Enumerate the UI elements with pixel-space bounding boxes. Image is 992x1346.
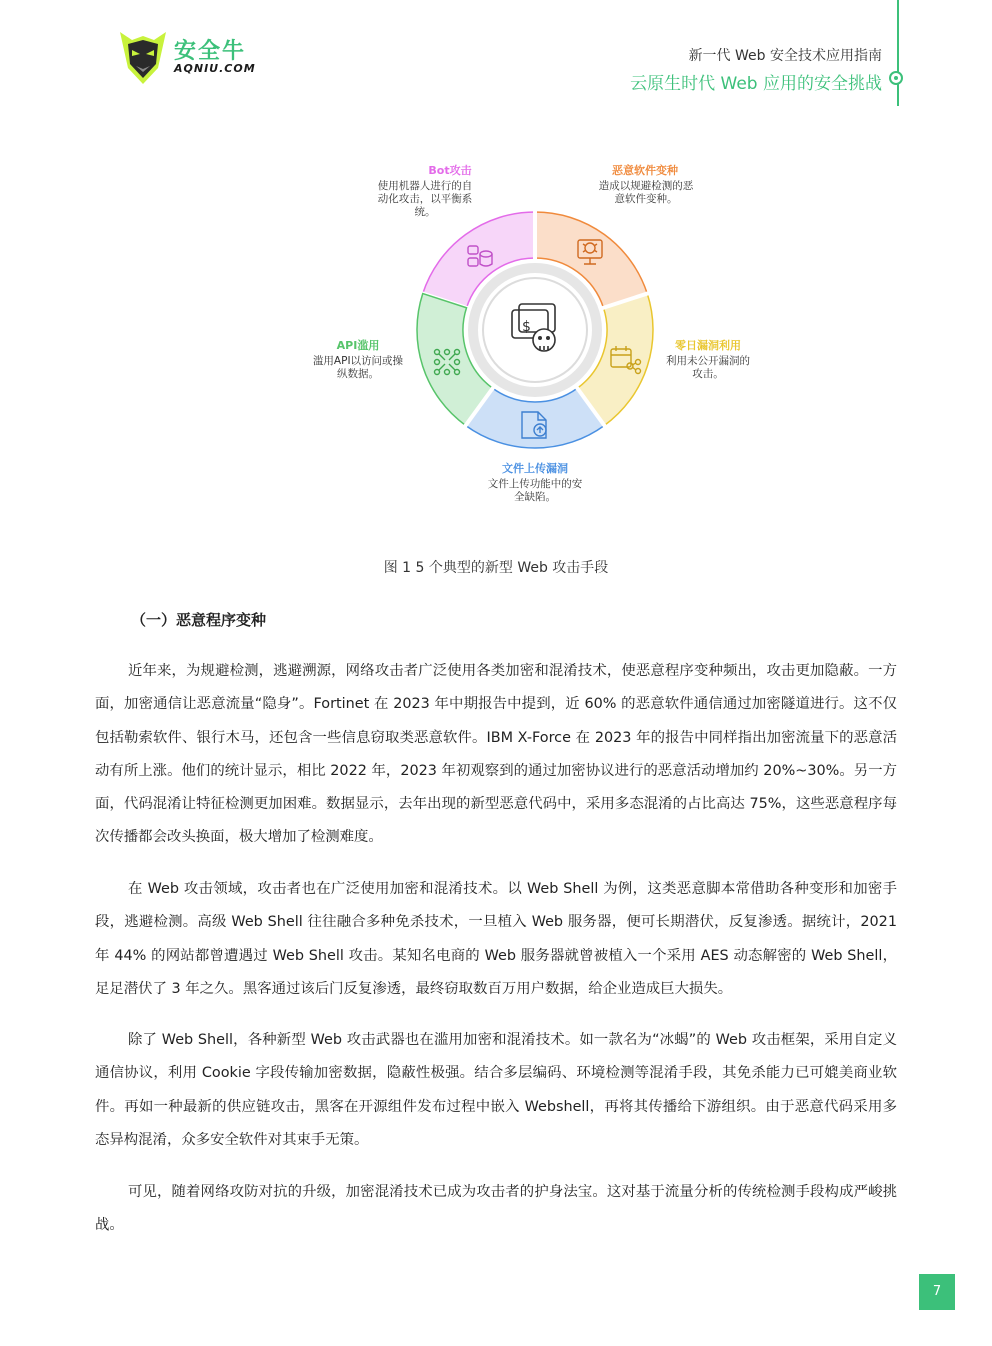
label-malware: 恶意软件变种 <box>612 164 678 177</box>
header-dot-icon <box>889 71 903 85</box>
desc-malware: 造成以规避检测的恶意软件变种。 <box>598 180 694 205</box>
header-subtitle: 新一代 Web 安全技术应用指南 <box>688 48 882 64</box>
label-zeroday: 零日漏洞利用 <box>675 339 741 352</box>
paragraph-3: 除了 Web Shell，各种新型 Web 攻击武器也在滥用加密和混淆技术。如一款名为“冰蝎”的 Web 攻击框架，采用自定义通信协议，利用 Cookie 字段传输加密数据，隐蔽性极强。结合多层编码、环境检测等混淆手段，其免杀能力已可媲美商业软件。再如一种最新的供应链攻击，黑客在开源组件发布过程中嵌入 Webshell，再将其传播给下游组织。由于恶意代码采用多态异构混淆，众多安全软件对其束手无策。 <box>95 1032 897 1148</box>
label-upload: 文件上传漏洞 <box>502 462 568 475</box>
header-divider <box>897 0 899 106</box>
label-bot: Bot攻击 <box>428 164 472 177</box>
paragraph-1: 近年来，为规避检测，逃避溯源，网络攻击者广泛使用各类加密和混淆技术，使恶意程序变种频出，攻击更加隐蔽。一方面，加密通信让恶意流量“隐身”。Fortinet 在 2023 年中期报告中提到，近 60% 的恶意软件通信通过加密隧道进行。这不仅包括勒索软件、银行木马，还包含一些信息窃取类恶意软件。IBM X-Force 在 2023 年的报告中同样指出加密流量下的恶意活动有所上涨。他们的统计显示，相比 2022 年，2023 年初观察到的通过加密协议进行的恶意活动增加约 20%~30%。另一方面，代码混淆让特征检测更加困难。数据显示，去年出现的新型恶意代码中，采用多态混淆的占比高达 75%，这些恶意程序每次传播都会改头换面，极大增加了检测难度。 <box>95 663 897 846</box>
section-title: （一）恶意程序变种 <box>131 611 267 629</box>
logo-text: 安全牛 <box>174 39 247 64</box>
desc-bot: 使用机器人进行的自动化攻击，以平衡系统。 <box>377 180 473 218</box>
logo <box>118 28 256 86</box>
logo-domain: AQNIU.COM <box>174 62 256 75</box>
figure-caption: 图 1 5 个典型的新型 Web 攻击手段 <box>383 560 609 576</box>
label-api: API滥用 <box>336 339 380 352</box>
attack-diagram <box>300 150 780 520</box>
bull-head-icon <box>118 28 168 86</box>
desc-api: 滥用API以访问或操纵数据。 <box>312 355 404 380</box>
paragraph-4: 可见，随着网络攻防对抗的升级，加密混淆技术已成为攻击者的护身法宝。这对基于流量分析的传统检测手段构成严峻挑战。 <box>95 1184 897 1234</box>
paragraph-2: 在 Web 攻击领域，攻击者也在广泛使用加密和混淆技术。以 Web Shell 为例，这类恶意脚本常借助各种变形和加密手段，逃避检测。高级 Web Shell 往往融合多种免杀技术，一旦植入 Web 服务器，便可长期潜伏，反复渗透。据统计，2021 年 44% 的网站都曾遭遇过 Web Shell 攻击。某知名电商的 Web 服务器就曾被植入一个采用 AES 动态解密的 Web Shell，足足潜伏了 3 年之久。黑客通过该后门反复渗透，最终窃取数百万用户数据，给企业造成巨大损失。 <box>95 881 897 997</box>
svg-text:$: $ <box>522 319 531 335</box>
desc-upload: 文件上传功能中的安全缺陷。 <box>487 478 583 503</box>
desc-zeroday: 利用未公开漏洞的攻击。 <box>666 355 750 380</box>
page-number: 7 <box>919 1274 955 1310</box>
header-title: 云原生时代 Web 应用的安全挑战 <box>630 74 882 94</box>
